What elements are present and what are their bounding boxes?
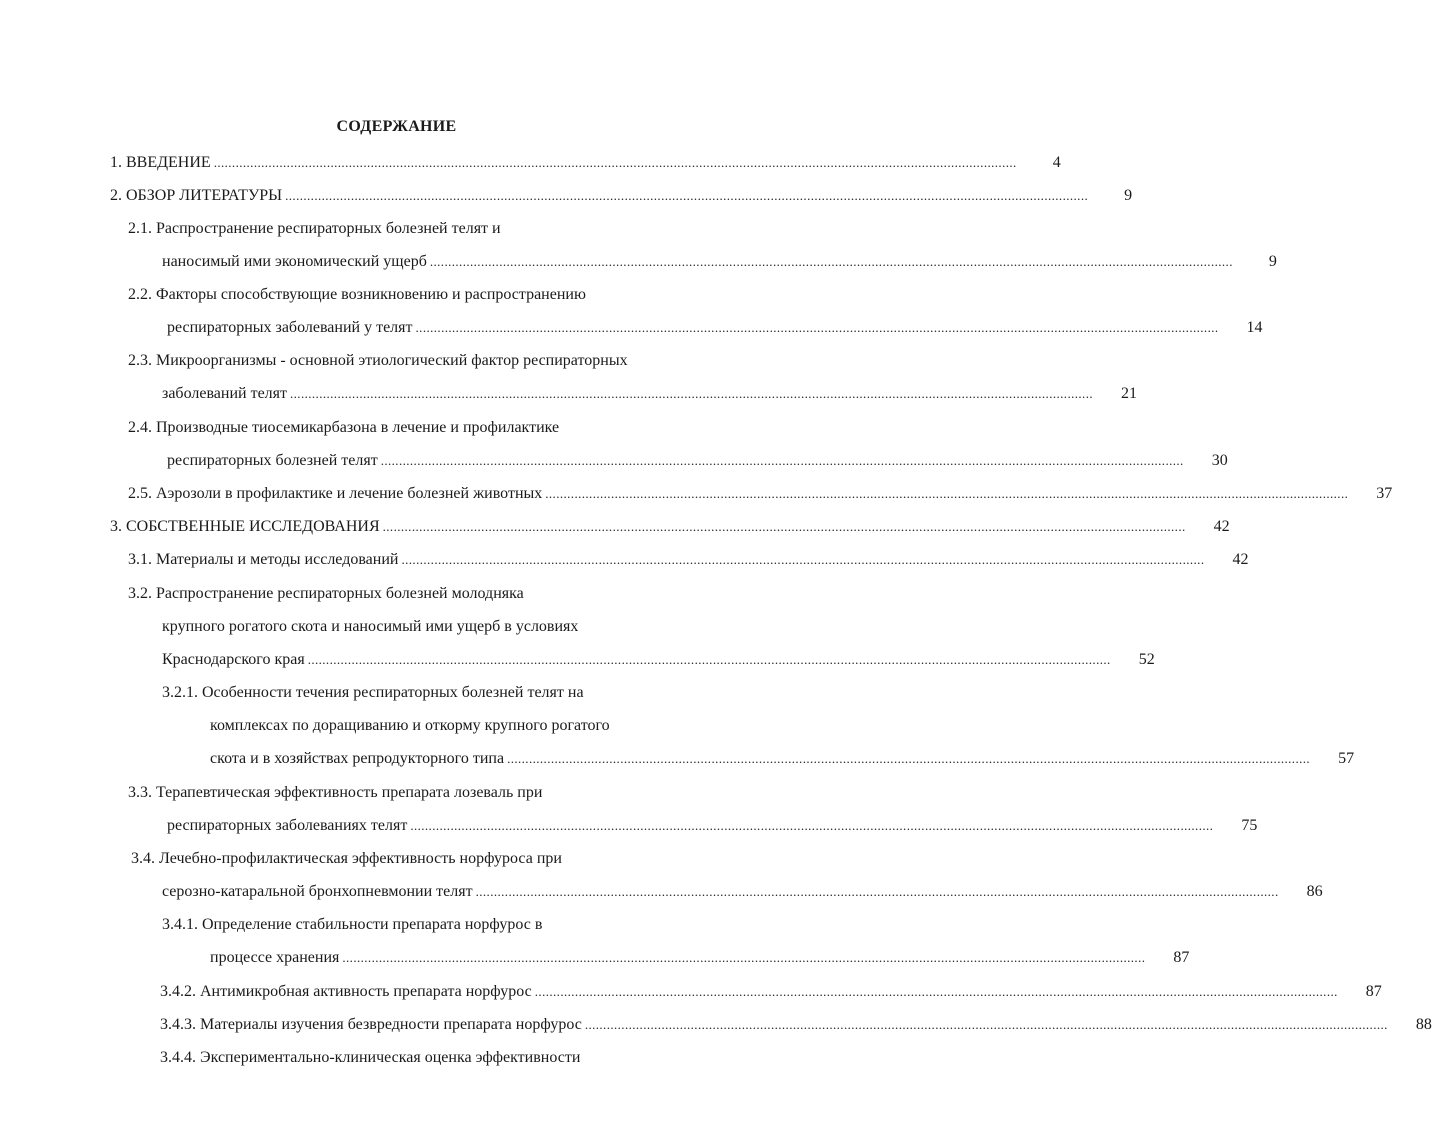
toc-entry-text: 2.2. Факторы способствующие возникновению и распространению xyxy=(128,286,586,303)
toc-entry-title: наносимый ими экономический ущерб xyxy=(162,253,427,270)
toc-entry xyxy=(128,482,1393,506)
toc-entry-title: 2.5. Аэрозоли в профилактике и лечение болезней животных xyxy=(128,485,543,502)
toc-entry xyxy=(160,1013,1432,1037)
toc-entry-text: 3.4.1. Определение стабильности препарата норфурос в xyxy=(162,916,543,933)
toc-entry-title: процессе хранения xyxy=(210,949,340,966)
toc-entry xyxy=(110,184,1133,208)
dot-leader: ............................................................................................................................................................................................................................ xyxy=(415,320,1219,335)
dot-leader: ............................................................................................................................................................................................................................ xyxy=(507,751,1311,766)
toc-page-number: 9 xyxy=(1124,187,1133,204)
toc-entry xyxy=(162,648,1155,672)
toc-entry xyxy=(167,316,1263,340)
toc-page-number: 87 xyxy=(1365,983,1382,1000)
dot-leader: ............................................................................................................................................................................................................................ xyxy=(429,254,1233,269)
toc-entry xyxy=(162,382,1137,406)
toc-entry xyxy=(162,880,1323,904)
dot-leader: ............................................................................................................................................................................................................................ xyxy=(290,386,1093,401)
dot-leader: ............................................................................................................................................................................................................................ xyxy=(382,519,1186,534)
toc-page-number: 86 xyxy=(1306,883,1323,900)
dot-leader: ............................................................................................................................................................................................................................ xyxy=(475,884,1279,899)
toc-page-number: 87 xyxy=(1173,949,1190,966)
toc-entry-text: 3.2.1. Особенности течения респираторных болезней телят на xyxy=(162,684,584,701)
dot-leader: ............................................................................................................................................................................................................................ xyxy=(410,818,1214,833)
toc-entry-text: 3.4.4. Экспериментально-клиническая оценка эффективности xyxy=(160,1049,581,1066)
toc-entry xyxy=(110,515,1230,539)
toc-page-number: 14 xyxy=(1246,319,1263,336)
toc-page-number: 52 xyxy=(1138,651,1155,668)
toc-entry-text: 2.4. Производные тиосемикарбазона в лечение и профилактике xyxy=(128,419,560,436)
toc-entry-title: заболеваний телят xyxy=(162,385,287,402)
dot-leader: ............................................................................................................................................................................................................................ xyxy=(285,188,1089,203)
toc-entry-title: серозно-катаральной бронхопневмонии телят xyxy=(162,883,473,900)
page-title: СОДЕРЖАНИЕ xyxy=(336,118,457,135)
toc-entry xyxy=(128,548,1249,572)
toc-entry xyxy=(167,449,1228,473)
toc-entry-text: 2.1. Распространение респираторных болезней телят и xyxy=(128,220,501,237)
toc-entry-title: 3.4.3. Материалы изучения безвредности препарата норфурос xyxy=(160,1016,582,1033)
toc-entry xyxy=(110,151,1061,175)
toc-page-number: 21 xyxy=(1121,385,1137,402)
toc-page-number: 88 xyxy=(1415,1016,1432,1033)
toc-entry-title: 3.1. Материалы и методы исследований xyxy=(128,551,399,568)
toc-page-number: 37 xyxy=(1376,485,1393,502)
dot-leader: ............................................................................................................................................................................................................................ xyxy=(401,552,1205,567)
dot-leader: ............................................................................................................................................................................................................................ xyxy=(380,453,1184,468)
toc-entry xyxy=(160,980,1382,1004)
toc-entry-title: респираторных болезней телят xyxy=(167,452,378,469)
dot-leader: ............................................................................................................................................................................................................................ xyxy=(545,486,1349,501)
toc-entry-title: 2. ОБЗОР ЛИТЕРАТУРЫ xyxy=(110,187,283,204)
toc-entry-title: 3. СОБСТВЕННЫЕ ИССЛЕДОВАНИЯ xyxy=(110,518,380,535)
toc-entry-text: 3.4. Лечебно-профилактическая эффективность норфуроса при xyxy=(131,850,562,867)
dot-leader: ............................................................................................................................................................................................................................ xyxy=(342,950,1146,965)
dot-leader: ............................................................................................................................................................................................................................ xyxy=(307,652,1111,667)
toc-page-number: 42 xyxy=(1213,518,1230,535)
toc-entry-text: крупного рогатого скота и наносимый ими ущерб в условиях xyxy=(162,618,579,635)
dot-leader: ............................................................................................................................................................................................................................ xyxy=(534,984,1338,999)
toc-entry xyxy=(210,946,1190,970)
toc-page-number: 4 xyxy=(1052,154,1061,171)
toc-page-number: 30 xyxy=(1211,452,1228,469)
toc-entry-title: Краснодарского края xyxy=(162,651,305,668)
toc-entry-title: скота и в хозяйствах репродукторного типа xyxy=(210,750,505,767)
dot-leader: ............................................................................................................................................................................................................................ xyxy=(213,155,1017,170)
toc-entry xyxy=(162,250,1277,274)
toc-entry-text: 2.3. Микроорганизмы - основной этиологический фактор респираторных xyxy=(128,352,628,369)
toc-page-number: 9 xyxy=(1268,253,1277,270)
toc-page-number: 42 xyxy=(1232,551,1249,568)
toc-entry xyxy=(167,814,1258,838)
toc-entry-title: 3.4.2. Антимикробная активность препарата норфурос xyxy=(160,983,532,1000)
toc-entry xyxy=(210,747,1355,771)
toc-page-number: 75 xyxy=(1241,817,1258,834)
dot-leader: ............................................................................................................................................................................................................................ xyxy=(584,1017,1388,1032)
toc-entry-title: респираторных заболеваниях телят xyxy=(167,817,408,834)
toc-entry-text: комплексах по доращиванию и откорму крупного рогатого xyxy=(210,717,610,734)
toc-entry-title: респираторных заболеваний у телят xyxy=(167,319,413,336)
toc-entry-text: 3.2. Распространение респираторных болезней молодняка xyxy=(128,585,524,602)
toc-entry-title: 1. ВВЕДЕНИЕ xyxy=(110,154,211,171)
toc-page-number: 57 xyxy=(1338,750,1355,767)
toc-entry-text: 3.3. Терапевтическая эффективность препарата лозеваль при xyxy=(128,784,543,801)
